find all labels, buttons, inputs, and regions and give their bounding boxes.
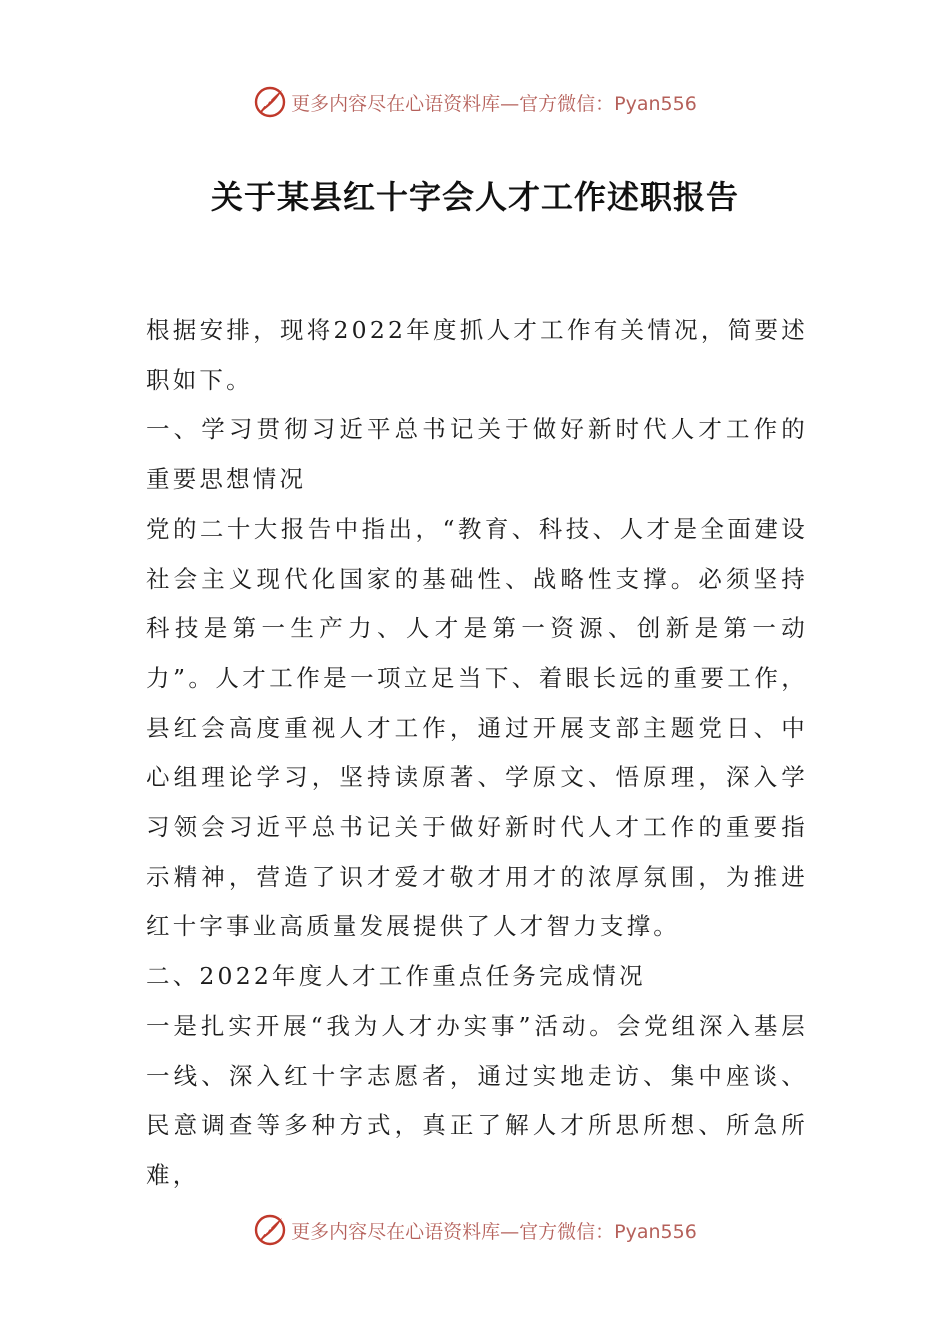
document-body	[146, 306, 808, 1201]
quill-logo-icon	[253, 1213, 287, 1247]
paragraph-section-1: 党的二十大报告中指出，“教育、科技、人才是全面建设社会主义现代化国家的基础性、战略性支撑。必须坚持科技是第一生产力、人才是第一资源、创新是第一动力”。人才工作是一项立足当下、着眼长远的重要工作，县红会高度重视人才工作，通过开展支部主题党日、中心组理论学习，坚持读原著、学原文、悟原理，深入学习领会习近平总书记关于做好新时代人才工作的重要指示精神，营造了识才爱才敬才用才的浓厚氛围，为推进红十字事业高质量发展提供了人才智力支撑。	[146, 514, 808, 941]
quill-logo-icon	[253, 85, 287, 119]
footer-banner	[0, 1210, 950, 1250]
document-title: 关于某县红十字会人才工作述职报告	[210, 178, 739, 216]
section-heading-2: 二、2022年度人才工作重点任务完成情况	[146, 962, 646, 991]
section-heading-1: 一、学习贯彻习近平总书记关于做好新时代人才工作的重要思想情况	[146, 415, 808, 494]
footer-banner-text: 更多内容尽在心语资料库—官方微信：Pyan556	[291, 1220, 697, 1243]
header-banner	[0, 82, 950, 122]
header-banner-text: 更多内容尽在心语资料库—官方微信：Pyan556	[291, 92, 697, 115]
footer-wechat-id: Pyan556	[614, 1220, 697, 1243]
header-wechat-id: Pyan556	[614, 92, 697, 115]
paragraph-section-2: 一是扎实开展“我为人才办实事”活动。会党组深入基层一线、深入红十字志愿者，通过实地走访、集中座谈、民意调查等多种方式，真正了解人才所思所想、所急所难，	[146, 1011, 808, 1189]
paragraph-intro: 根据安排，现将2022年度抓人才工作有关情况，简要述职如下。	[146, 316, 808, 394]
